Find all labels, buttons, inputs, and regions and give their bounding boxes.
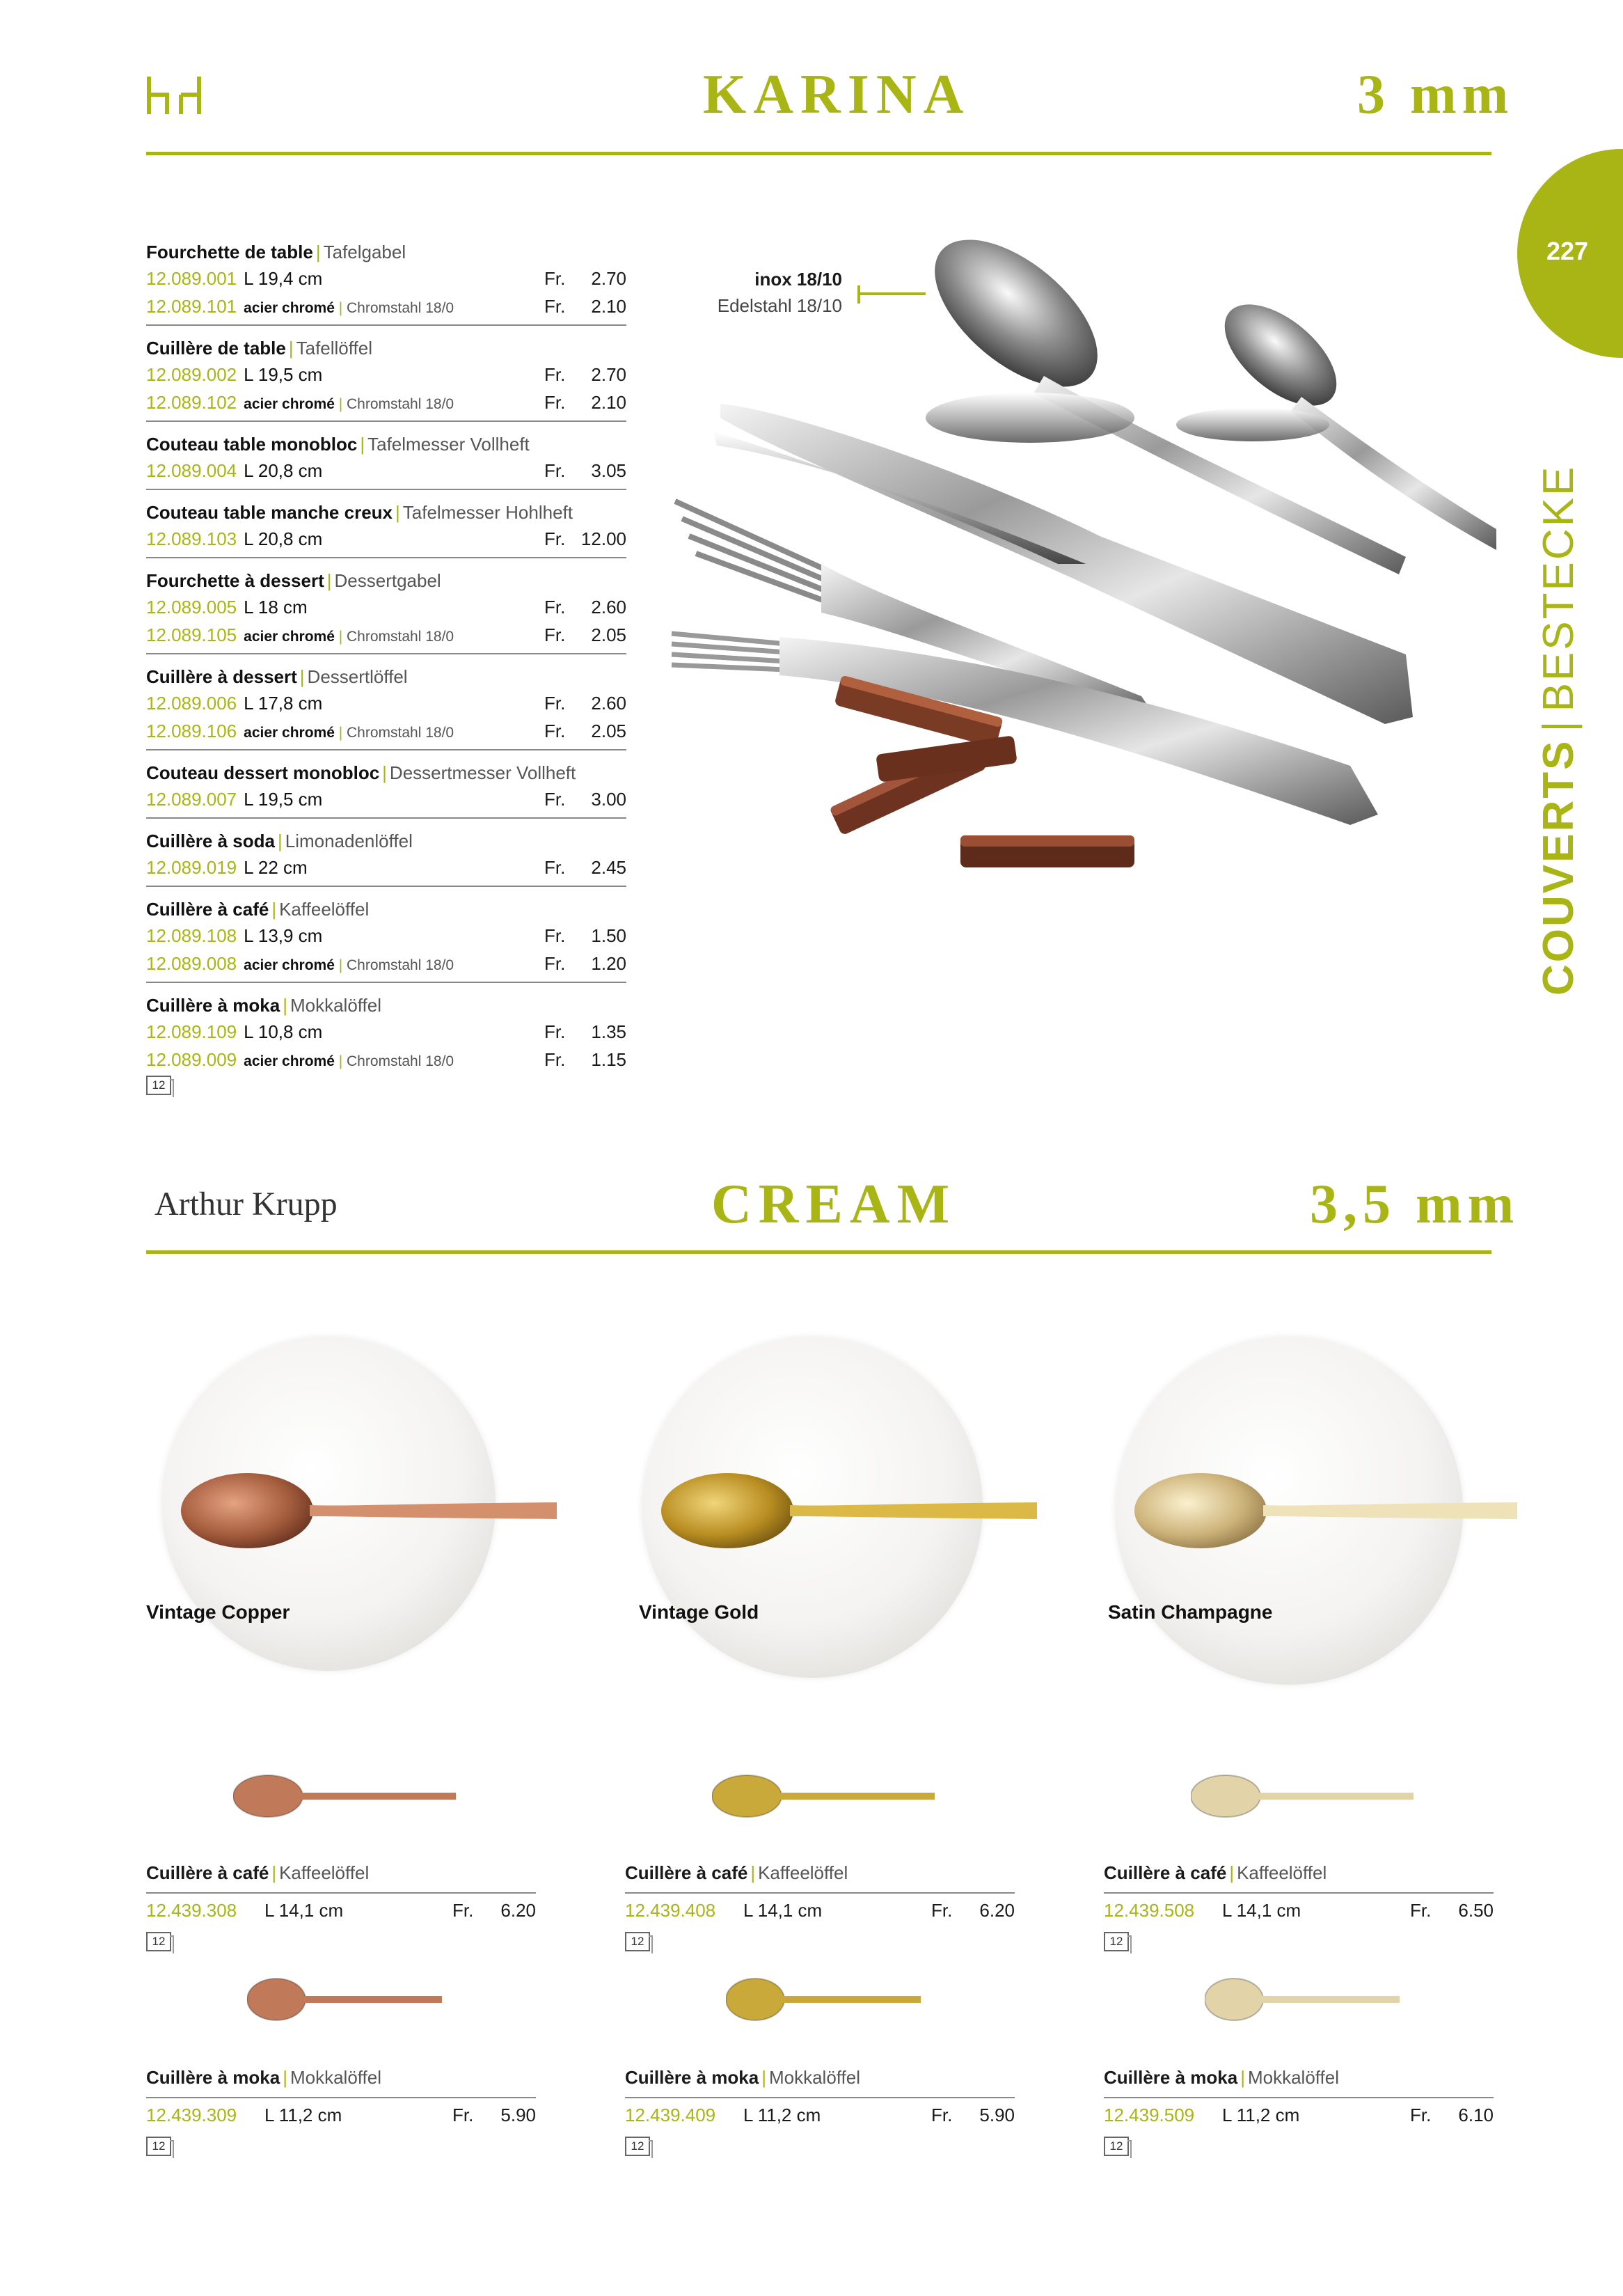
pack-icon: 12 [625, 2137, 650, 2156]
article-number: 12.089.005 [146, 597, 237, 618]
product-name-fr: Cuillère à dessert [146, 666, 297, 687]
product-heading [146, 500, 626, 525]
length: L 11,2 cm [1222, 2105, 1300, 2125]
product-group [146, 432, 626, 490]
article-number: 12.439.508 [1104, 1900, 1195, 1921]
price: 2.60 [591, 597, 626, 618]
variant-label: Vintage Copper [146, 1601, 290, 1623]
row-divider [146, 420, 626, 422]
product-row [146, 621, 626, 649]
variant-desc [244, 957, 454, 973]
desc-separator: | [334, 396, 347, 412]
row-divider [146, 982, 626, 983]
coffee-spoon-image [712, 1768, 935, 1824]
karina-title: KARINA [703, 64, 971, 125]
product-name-de: Kaffeelöffel [758, 1862, 848, 1883]
product-heading [1104, 1860, 1494, 1885]
product-name-fr: Cuillère à café [146, 1862, 269, 1883]
product-heading [625, 1860, 1015, 1885]
product-group [146, 760, 626, 819]
heading-separator: | [283, 995, 287, 1016]
row-divider [146, 886, 626, 887]
side-label-light: BESTECKE [1535, 464, 1583, 712]
row-divider [146, 489, 626, 490]
article-number: 12.089.108 [146, 925, 237, 946]
price: 5.90 [979, 2105, 1015, 2125]
product-name-fr: Fourchette à dessert [146, 570, 324, 591]
side-label-sep: | [1535, 718, 1583, 732]
article-number: 12.089.109 [146, 1021, 237, 1042]
product-name-de: Dessertmesser Vollheft [389, 762, 576, 783]
product-row [146, 361, 626, 388]
pack-icon: 12 [1104, 1932, 1129, 1951]
price: 2.05 [591, 624, 626, 645]
heading-separator: | [315, 242, 321, 262]
product-group [146, 828, 626, 887]
article-number: 12.089.106 [146, 721, 237, 741]
article-number: 12.089.103 [146, 528, 237, 549]
material-line2: Edelstahl 18/10 [717, 295, 842, 316]
desc-separator: | [334, 1053, 347, 1069]
currency: Fr. [452, 2105, 474, 2125]
product-name-fr: Cuillère à soda [146, 831, 275, 851]
article-number: 12.439.408 [625, 1900, 716, 1921]
coffee-spoon-item [146, 1860, 536, 1951]
product-row [146, 593, 626, 621]
pack-icon: 12 [146, 1076, 171, 1095]
product-name-de: Mokkalöffel [290, 995, 381, 1016]
length: L 18 cm [244, 597, 308, 618]
price: 1.15 [591, 1049, 626, 1070]
product-name-de: Dessertgabel [334, 570, 441, 591]
product-name-fr: Couteau table manche creux [146, 502, 393, 523]
length: L 14,1 cm [1222, 1900, 1301, 1921]
product-group [146, 993, 626, 1074]
price: 6.20 [979, 1900, 1015, 1921]
product-name-fr: Couteau table monobloc [146, 434, 358, 455]
product-heading [146, 828, 626, 854]
currency: Fr. [544, 693, 566, 714]
row-divider [146, 557, 626, 558]
article-number: 12.089.006 [146, 693, 237, 714]
product-heading [146, 993, 626, 1018]
moka-spoon-image [247, 1972, 442, 2027]
product-group [146, 239, 626, 326]
currency: Fr. [544, 460, 566, 481]
arthur-krupp-logo: Arthur Krupp [155, 1186, 338, 1222]
side-label-bold: COUVERTS [1535, 739, 1583, 996]
product-heading [146, 1860, 536, 1885]
product-row [625, 1894, 1015, 1927]
product-row [146, 2098, 536, 2132]
product-group [146, 500, 626, 558]
price: 2.05 [591, 721, 626, 741]
pack-icon: 12 [1104, 2137, 1129, 2156]
price: 1.50 [591, 925, 626, 946]
product-group [146, 897, 626, 983]
row-divider [146, 324, 626, 326]
product-name-fr: Cuillère à café [1104, 1862, 1227, 1883]
article-number: 12.089.001 [146, 268, 237, 289]
product-name-de: Tafelmesser Hohlheft [402, 502, 573, 523]
product-name-de: Kaffeelöffel [279, 1862, 370, 1883]
product-heading [146, 664, 626, 689]
desc-separator: | [334, 629, 347, 645]
article-number: 12.089.007 [146, 789, 237, 810]
cream-thickness: 3,5 mm [1310, 1174, 1520, 1235]
product-row [146, 292, 626, 320]
product-row [146, 1018, 626, 1046]
article-number: 12.089.004 [146, 460, 237, 481]
heading-separator: | [395, 502, 400, 523]
variant-desc-fr: acier chromé [244, 300, 335, 316]
moka-spoon-image [726, 1972, 921, 2027]
pack-icon: 12 [625, 1932, 650, 1951]
variant-desc [244, 300, 454, 316]
variant-desc-fr: acier chromé [244, 957, 335, 973]
length: L 17,8 cm [244, 693, 323, 714]
heading-separator: | [750, 1862, 756, 1883]
product-group [146, 568, 626, 654]
variant-desc [244, 396, 454, 412]
heading-separator: | [761, 2067, 766, 2088]
heading-separator: | [299, 666, 305, 687]
price: 6.20 [500, 1900, 536, 1921]
product-name-de: Mokkalöffel [290, 2067, 381, 2088]
pack-wrapper [1104, 1928, 1494, 1951]
product-row [146, 785, 626, 813]
desc-separator: | [334, 300, 347, 316]
pack-wrapper [146, 2133, 536, 2156]
product-heading [146, 760, 626, 785]
product-name-de: Tafelmesser Vollheft [367, 434, 530, 455]
price: 2.45 [591, 857, 626, 878]
product-row [146, 689, 626, 717]
currency: Fr. [544, 268, 566, 289]
length: L 11,2 cm [743, 2105, 821, 2125]
product-row [146, 1894, 536, 1927]
heading-separator: | [326, 570, 332, 591]
product-row [146, 265, 626, 292]
price: 3.00 [591, 789, 626, 810]
moka-spoon-item [146, 2065, 536, 2156]
heading-separator: | [360, 434, 365, 455]
product-name-fr: Cuillère à café [625, 1862, 748, 1883]
product-name-de: Tafellöffel [296, 338, 372, 359]
variant-desc-fr: acier chromé [244, 396, 335, 412]
article-number: 12.089.101 [146, 296, 237, 317]
product-heading [625, 2065, 1015, 2090]
spoon-copper-large [181, 1462, 557, 1559]
currency: Fr. [544, 721, 566, 741]
product-row [1104, 1894, 1494, 1927]
coffee-spoon-image [1191, 1768, 1414, 1824]
article-number: 12.439.308 [146, 1900, 237, 1921]
page-number: 227 [1546, 237, 1589, 265]
variant-desc [244, 725, 454, 741]
hd-logo [146, 77, 203, 114]
row-divider [146, 749, 626, 750]
variant-desc-de: Chromstahl 18/0 [347, 725, 454, 741]
price: 3.05 [591, 460, 626, 481]
length: L 19,5 cm [244, 789, 323, 810]
currency: Fr. [452, 1900, 474, 1921]
product-heading [146, 432, 626, 457]
currency: Fr. [544, 392, 566, 413]
variant-label: Vintage Gold [639, 1601, 759, 1623]
article-number: 12.089.002 [146, 364, 237, 385]
heading-separator: | [288, 338, 294, 359]
currency: Fr. [544, 953, 566, 974]
product-name-de: Tafelgabel [323, 242, 406, 262]
price: 2.10 [591, 296, 626, 317]
article-number: 12.089.019 [146, 857, 237, 878]
currency: Fr. [544, 857, 566, 878]
variant-desc [244, 629, 454, 645]
variant-desc-fr: acier chromé [244, 725, 335, 741]
length: L 14,1 cm [264, 1900, 344, 1921]
product-row [146, 457, 626, 485]
product-name-fr: Couteau dessert monobloc [146, 762, 380, 783]
product-heading [146, 239, 626, 265]
karina-thickness: 3 mm [1357, 64, 1514, 125]
product-name-fr: Cuillère à moka [146, 2067, 280, 2088]
product-row [625, 2098, 1015, 2132]
currency: Fr. [1410, 2105, 1432, 2125]
price: 1.20 [591, 953, 626, 974]
product-name-fr: Cuillère de table [146, 338, 286, 359]
product-heading [146, 897, 626, 922]
product-row [146, 950, 626, 977]
length: L 11,2 cm [264, 2105, 342, 2125]
product-name-de: Dessertlöffel [307, 666, 408, 687]
currency: Fr. [544, 624, 566, 645]
product-name-fr: Cuillère à moka [146, 995, 280, 1016]
pack-icon: 12 [146, 2137, 171, 2156]
currency: Fr. [544, 528, 566, 549]
moka-spoon-item [1104, 2065, 1494, 2156]
variant-desc-de: Chromstahl 18/0 [347, 629, 454, 645]
row-divider [146, 653, 626, 654]
product-name-de: Kaffeelöffel [1237, 1862, 1327, 1883]
coffee-spoon-image [233, 1768, 456, 1824]
material-line1: inox 18/10 [754, 269, 842, 290]
article-number: 12.439.309 [146, 2105, 237, 2125]
pack-wrapper [146, 1928, 536, 1951]
currency: Fr. [544, 296, 566, 317]
price: 5.90 [500, 2105, 536, 2125]
karina-pack [146, 1076, 171, 1095]
spoon-gold-large [661, 1462, 1037, 1559]
product-row [1104, 2098, 1494, 2132]
length: L 19,4 cm [244, 268, 323, 289]
currency: Fr. [1410, 1900, 1432, 1921]
currency: Fr. [544, 597, 566, 618]
price: 2.60 [591, 693, 626, 714]
moka-spoon-image [1205, 1972, 1400, 2027]
coffee-spoon-item [625, 1860, 1015, 1951]
desc-separator: | [334, 725, 347, 741]
article-number: 12.089.105 [146, 624, 237, 645]
product-row [146, 854, 626, 881]
heading-separator: | [271, 1862, 277, 1883]
desc-separator: | [334, 957, 347, 973]
article-number: 12.439.509 [1104, 2105, 1195, 2125]
currency: Fr. [544, 925, 566, 946]
product-heading [146, 568, 626, 593]
length: L 10,8 cm [244, 1021, 323, 1042]
heading-separator: | [277, 831, 283, 851]
variant-label: Satin Champagne [1108, 1601, 1273, 1623]
product-row [146, 525, 626, 553]
heading-separator: | [382, 762, 387, 783]
product-row [146, 717, 626, 745]
variant-desc-fr: acier chromé [244, 629, 335, 645]
variant-desc-de: Chromstahl 18/0 [347, 300, 454, 316]
product-row [146, 388, 626, 416]
variant-desc-fr: acier chromé [244, 1053, 335, 1069]
heading-separator: | [1229, 1862, 1235, 1883]
product-group [146, 336, 626, 422]
pack-wrapper [1104, 2133, 1494, 2156]
price: 2.10 [591, 392, 626, 413]
currency: Fr. [544, 1049, 566, 1070]
product-name-de: Mokkalöffel [768, 2067, 860, 2088]
variant-desc-de: Chromstahl 18/0 [347, 396, 454, 412]
article-number: 12.089.008 [146, 953, 237, 974]
length: L 19,5 cm [244, 364, 323, 385]
product-name-fr: Cuillère à moka [625, 2067, 759, 2088]
article-number: 12.439.409 [625, 2105, 716, 2125]
price: 12.00 [580, 528, 626, 549]
header-rule [146, 152, 1491, 155]
pack-icon: 12 [146, 1932, 171, 1951]
product-row [146, 1046, 626, 1074]
heading-separator: | [283, 2067, 287, 2088]
pack-wrapper [625, 1928, 1015, 1951]
moka-spoon-item [625, 2065, 1015, 2156]
pack-wrapper [625, 2133, 1015, 2156]
product-group [146, 664, 626, 750]
price: 6.50 [1458, 1900, 1494, 1921]
heading-separator: | [271, 899, 277, 920]
product-row [146, 922, 626, 950]
price: 2.70 [591, 364, 626, 385]
product-heading [1104, 2065, 1494, 2090]
currency: Fr. [544, 1021, 566, 1042]
length: L 20,8 cm [244, 460, 323, 481]
karina-cutlery-photo [654, 237, 1496, 919]
article-number: 12.089.009 [146, 1049, 237, 1070]
heading-separator: | [1240, 2067, 1245, 2088]
article-number: 12.089.102 [146, 392, 237, 413]
cream-title: CREAM [711, 1174, 957, 1235]
product-heading [146, 336, 626, 361]
variant-desc-de: Chromstahl 18/0 [347, 957, 454, 973]
product-name-fr: Fourchette de table [146, 242, 313, 262]
length: L 20,8 cm [244, 528, 323, 549]
price: 1.35 [591, 1021, 626, 1042]
side-label [1537, 465, 1581, 996]
spoon-champagne-large [1134, 1462, 1517, 1559]
currency: Fr. [544, 364, 566, 385]
length: L 13,9 cm [244, 925, 323, 946]
currency: Fr. [931, 2105, 953, 2125]
product-name-de: Kaffeelöffel [279, 899, 370, 920]
product-name-fr: Cuillère à café [146, 899, 269, 920]
currency: Fr. [544, 789, 566, 810]
price: 2.70 [591, 268, 626, 289]
length: L 14,1 cm [743, 1900, 823, 1921]
product-name-de: Limonadenlöffel [285, 831, 413, 851]
variant-desc-de: Chromstahl 18/0 [347, 1053, 454, 1069]
product-name-de: Mokkalöffel [1247, 2067, 1339, 2088]
currency: Fr. [931, 1900, 953, 1921]
price: 6.10 [1458, 2105, 1494, 2125]
product-heading [146, 2065, 536, 2090]
coffee-spoon-item [1104, 1860, 1494, 1951]
product-name-fr: Cuillère à moka [1104, 2067, 1238, 2088]
variant-desc [244, 1053, 454, 1069]
row-divider [146, 817, 626, 819]
length: L 22 cm [244, 857, 308, 878]
cream-header-rule [146, 1250, 1491, 1254]
